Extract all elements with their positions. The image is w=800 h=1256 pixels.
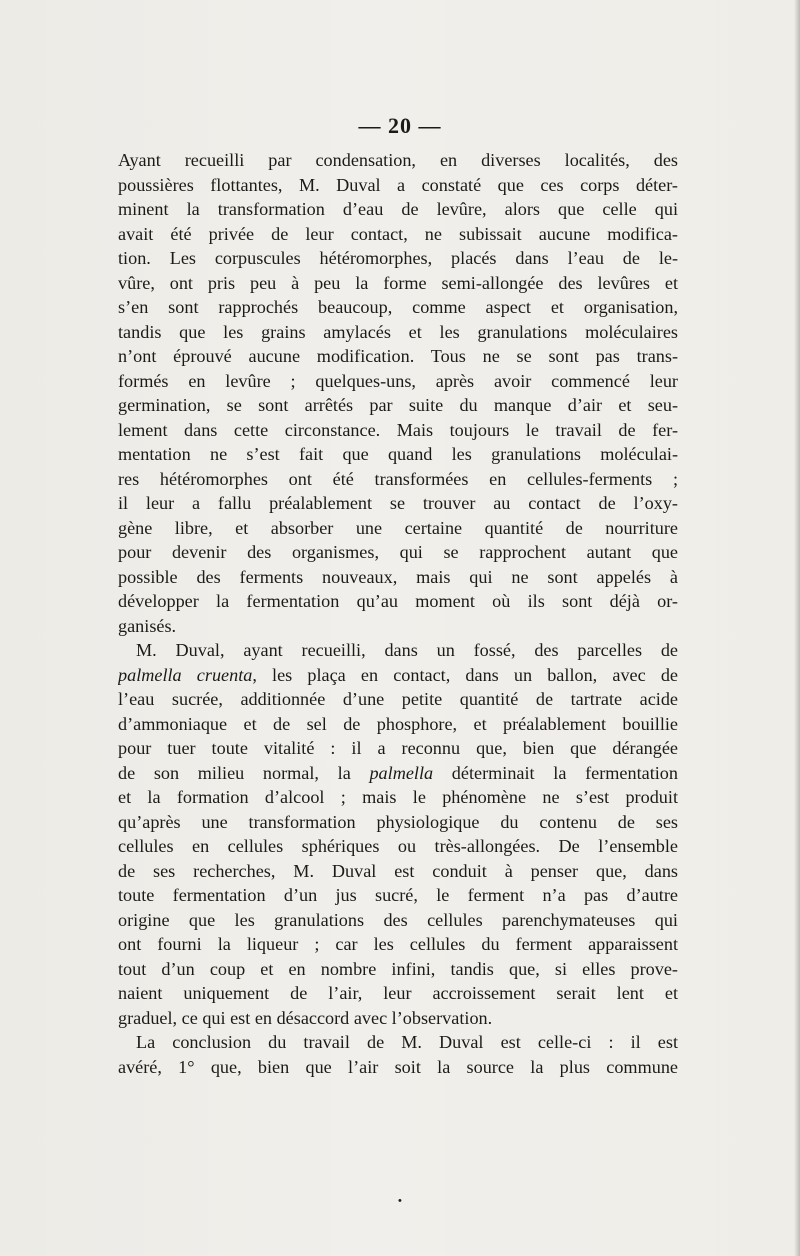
text-line: poussières flottantes, M. Duval a constaté que ces corps déter- (118, 174, 678, 195)
body-text (118, 148, 678, 1079)
text-line: M. Duval, ayant recueilli, dans un fossé, des parcelles de (136, 640, 678, 660)
text-line: gène libre, et absorber une certaine quantité de nourriture (118, 517, 678, 538)
text-line: de ses recherches, M. Duval est conduit à penser que, dans (118, 860, 678, 881)
text-line: toute fermentation d’un jus sucré, le ferment n’a pas d’autre (118, 885, 678, 905)
page-number: — 20 — (358, 113, 442, 138)
text-line: qu’après une transformation physiologique du contenu de ses (118, 811, 678, 832)
text-line: cellules en cellules sphériques ou très-allongées. De l’ensemble (118, 836, 678, 856)
text-line: pour devenir des organismes, qui se rapprochent autant que (118, 542, 678, 562)
ink-mark: • (398, 1195, 402, 1207)
text-line: tout d’un coup et en nombre infini, tandis que, si elles prove- (118, 958, 678, 979)
text-line: ont fourni la liqueur ; car les cellules du ferment apparaissent (118, 934, 678, 954)
text-line: res hétéromorphes ont été transformées en cellules-ferments ; (118, 468, 678, 489)
text-line: d’ammoniaque et de sel de phosphore, et préalablement bouillie (118, 713, 678, 734)
text-line: s’en sont rapprochés beaucoup, comme aspect et organisation, (118, 297, 678, 317)
text-line: germination, se sont arrêtés par suite du manque d’air et seu- (118, 395, 678, 415)
text-line: Ayant recueilli par condensation, en diverses localités, des (118, 150, 678, 170)
text-line: lement dans cette circonstance. Mais toujours le travail de fer- (118, 419, 678, 440)
text-line: tion. Les corpuscules hétéromorphes, placés dans l’eau de le- (118, 248, 678, 268)
text-line: formés en levûre ; quelques-uns, après avoir commencé leur (118, 370, 678, 391)
text-line: La conclusion du travail de M. Duval est celle-ci : il est (136, 1032, 678, 1052)
text-line: vûre, ont pris peu à peu la forme semi-allongée des levûres et (118, 272, 678, 293)
text-line: l’eau sucrée, additionnée d’une petite quantité de tartrate acide (118, 689, 678, 709)
text-line: naient uniquement de l’air, leur accroissement serait lent et (118, 983, 678, 1003)
text-line: développer la fermentation qu’au moment où ils sont déjà or- (118, 591, 678, 611)
text-line: tandis que les grains amylacés et les granulations moléculaires (118, 321, 678, 342)
text-line: il leur a fallu préalablement se trouver au contact de l’oxy- (118, 493, 678, 513)
text-line: ganisés. (118, 615, 177, 636)
text-line: avéré, 1° que, bien que l’air soit la source la plus commune (118, 1056, 678, 1077)
text-line: n’ont éprouvé aucune modification. Tous ne se sont pas trans- (118, 346, 678, 366)
text-line: avait été privée de leur contact, ne subissait aucune modifica- (118, 223, 678, 244)
text-line: possible des ferments nouveaux, mais qui ne sont appelés à (118, 566, 678, 587)
text-line: et la formation d’alcool ; mais le phénomène ne s’est produit (118, 787, 678, 807)
page-edge-shadow (794, 0, 800, 1256)
text-line: minent la transformation d’eau de levûre, alors que celle qui (118, 199, 678, 219)
text-line: mentation ne s’est fait que quand les granulations moléculai- (118, 444, 678, 464)
text-line: graduel, ce qui est en désaccord avec l’observation. (118, 1007, 493, 1028)
text-line: pour tuer toute vitalité : il a reconnu que, bien que dérangée (118, 738, 678, 758)
text-line: origine que les granulations des cellules parenchymateuses qui (118, 909, 678, 930)
text-line: palmella cruenta, les plaça en contact, dans un ballon, avec de (118, 664, 678, 685)
text-line: de son milieu normal, la palmella déterminait la fermentation (118, 762, 678, 783)
